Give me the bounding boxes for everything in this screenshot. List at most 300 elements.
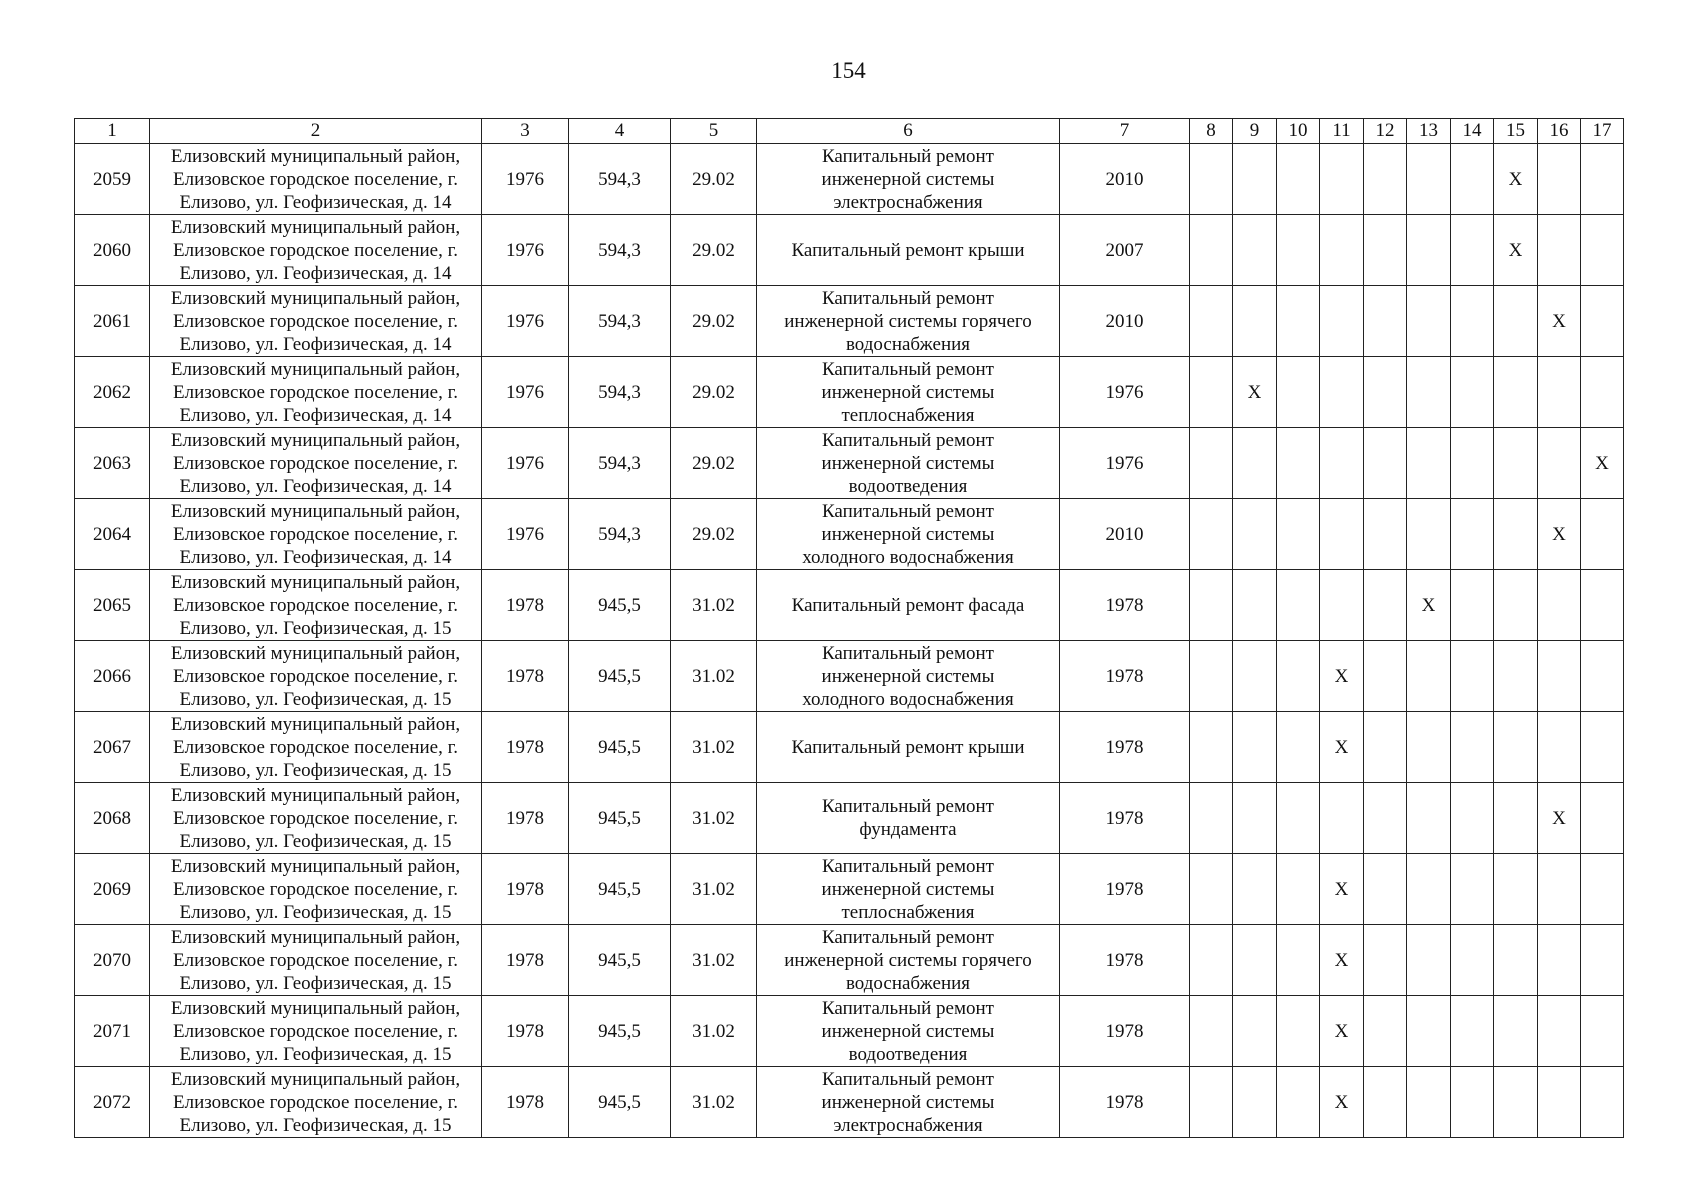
empty-cell-col-10 [1277,286,1320,357]
work-type-cell [757,428,1060,499]
code-value: 31.02 [671,570,757,641]
empty-cell-col-17 [1581,570,1624,641]
empty-cell-col-17 [1581,144,1624,215]
address-cell [150,286,482,357]
address-cell-line: Елизовское городское поселение, г. [173,807,458,829]
work-type-cell-line: Капитальный ремонт [821,358,994,380]
code-value: 31.02 [671,996,757,1067]
empty-cell-col-17 [1581,641,1624,712]
area-value: 594,3 [569,144,671,215]
empty-cell-col-8 [1190,357,1233,428]
empty-cell-col-15 [1494,570,1538,641]
empty-cell-col-15 [1494,641,1538,712]
work-type-cell-line: теплоснабжения [841,404,975,426]
address-cell-line: Елизово, ул. Геофизическая, д. 14 [179,404,452,426]
code-value: 31.02 [671,783,757,854]
empty-cell-col-8 [1190,641,1233,712]
work-type-cell-line: фундамента [859,819,957,840]
address-cell-line: Елизовский муниципальный район, [170,358,461,380]
work-year: 1978 [1060,996,1190,1067]
empty-cell-col-16 [1538,854,1581,925]
area-value: 945,5 [569,996,671,1067]
build-year: 1976 [482,357,569,428]
work-type-cell-line: Капитальный ремонт [821,926,994,948]
column-header-5: 5 [671,119,757,144]
empty-cell-col-12 [1364,570,1407,641]
address-cell-line: Елизовский муниципальный район, [170,642,461,664]
area-value: 594,3 [569,357,671,428]
column-header-9: 9 [1233,119,1277,144]
work-type-cell-line: инженерной системы горячего [784,949,1032,971]
address-cell-line: Елизовский муниципальный район, [170,1068,461,1090]
table-row [75,499,1624,570]
address-cell-line: Елизовское городское поселение, г. [173,665,458,687]
work-type-cell-line: инженерной системы [821,452,995,474]
area-value: 945,5 [569,854,671,925]
work-type-cell [757,357,1060,428]
empty-cell-col-14 [1451,925,1494,996]
address-cell-line: Елизово, ул. Геофизическая, д. 14 [179,546,452,568]
header-row [75,119,1624,144]
work-type-cell [757,570,1060,641]
empty-cell-col-11 [1320,783,1364,854]
address-cell-line: Елизовское городское поселение, г. [173,594,458,616]
table-row [75,357,1624,428]
table-row [75,925,1624,996]
address-cell-line: Елизово, ул. Геофизическая, д. 15 [179,759,452,781]
build-year: 1978 [482,996,569,1067]
build-year: 1978 [482,854,569,925]
address-cell [150,783,482,854]
table-row [75,215,1624,286]
work-type-cell [757,641,1060,712]
address-cell-line: Елизово, ул. Геофизическая, д. 15 [179,688,452,710]
column-header-4: 4 [569,119,671,144]
work-year: 1978 [1060,1067,1190,1138]
empty-cell-col-14 [1451,712,1494,783]
address-cell-line: Елизовское городское поселение, г. [173,168,458,190]
empty-cell-col-9 [1233,1067,1277,1138]
work-year: 1978 [1060,641,1190,712]
x-mark-col-11: Х [1320,925,1364,996]
empty-cell-col-8 [1190,1067,1233,1138]
empty-cell-col-11 [1320,144,1364,215]
work-type-cell-line: теплоснабжения [841,901,975,923]
empty-cell-col-11 [1320,286,1364,357]
page-number: 154 [831,58,866,83]
empty-cell-col-14 [1451,215,1494,286]
empty-cell-col-13 [1407,215,1451,286]
empty-cell-col-12 [1364,854,1407,925]
empty-cell-col-14 [1451,641,1494,712]
work-year: 2010 [1060,286,1190,357]
address-cell-line: Елизовское городское поселение, г. [173,310,458,332]
work-type-cell-line: инженерной системы горячего [784,310,1032,332]
empty-cell-col-12 [1364,499,1407,570]
row-number: 2060 [75,215,150,286]
work-type-cell-line: инженерной системы [821,878,995,900]
table-row [75,286,1624,357]
column-header-7: 7 [1060,119,1190,144]
work-year: 1976 [1060,357,1190,428]
address-cell-line: Елизовское городское поселение, г. [173,381,458,403]
area-value: 594,3 [569,286,671,357]
table-body [75,144,1624,1138]
empty-cell-col-9 [1233,286,1277,357]
address-cell-line: Елизово, ул. Геофизическая, д. 15 [179,901,452,923]
address-cell-line: Елизовское городское поселение, г. [173,452,458,474]
address-cell [150,144,482,215]
address-cell-line: Елизовское городское поселение, г. [173,736,458,758]
empty-cell-col-12 [1364,712,1407,783]
empty-cell-col-10 [1277,1067,1320,1138]
empty-cell-col-11 [1320,499,1364,570]
empty-cell-col-13 [1407,286,1451,357]
address-cell [150,357,482,428]
empty-cell-col-10 [1277,357,1320,428]
column-header-14: 14 [1451,119,1494,144]
work-type-cell [757,215,1060,286]
address-cell-line: Елизовский муниципальный район, [170,926,461,948]
work-type-cell-line: холодного водоснабжения [802,546,1014,568]
address-cell [150,854,482,925]
address-cell-line: Елизовский муниципальный район, [170,855,461,877]
build-year: 1978 [482,1067,569,1138]
empty-cell-col-12 [1364,428,1407,499]
x-mark-col-11: Х [1320,1067,1364,1138]
work-type-cell-line: инженерной системы [821,168,995,190]
work-type-cell-line: электроснабжения [833,1114,983,1136]
work-type-cell-line: инженерной системы [821,1091,995,1113]
empty-cell-col-14 [1451,570,1494,641]
address-cell-line: Елизовское городское поселение, г. [173,878,458,900]
empty-cell-col-17 [1581,854,1624,925]
address-cell-line: Елизово, ул. Геофизическая, д. 15 [179,617,452,639]
address-cell-line: Елизовский муниципальный район, [170,997,461,1019]
address-cell-line: Елизовский муниципальный район, [170,429,461,451]
work-type-cell [757,712,1060,783]
address-cell-line: Елизово, ул. Геофизическая, д. 14 [179,475,452,497]
empty-cell-col-13 [1407,357,1451,428]
row-number: 2065 [75,570,150,641]
empty-cell-col-11 [1320,570,1364,641]
empty-cell-col-13 [1407,854,1451,925]
row-number: 2064 [75,499,150,570]
area-value: 945,5 [569,1067,671,1138]
table-row [75,144,1624,215]
empty-cell-col-8 [1190,286,1233,357]
address-cell-line: Елизово, ул. Геофизическая, д. 15 [179,1114,452,1136]
area-value: 945,5 [569,783,671,854]
address-cell-line: Елизово, ул. Геофизическая, д. 15 [179,972,452,994]
address-cell [150,996,482,1067]
empty-cell-col-15 [1494,1067,1538,1138]
row-number: 2063 [75,428,150,499]
work-type-cell-line: Капитальный ремонт [821,145,994,167]
empty-cell-col-15 [1494,286,1538,357]
empty-cell-col-12 [1364,641,1407,712]
address-cell-line: Елизовский муниципальный район, [170,571,461,593]
work-year: 1978 [1060,854,1190,925]
address-cell-line: Елизово, ул. Геофизическая, д. 14 [179,262,452,284]
address-cell-line: Елизовское городское поселение, г. [173,523,458,545]
empty-cell-col-16 [1538,144,1581,215]
empty-cell-col-13 [1407,925,1451,996]
address-cell-line: Елизовское городское поселение, г. [173,1091,458,1113]
work-type-cell-line: Капитальный ремонт [821,642,994,664]
build-year: 1976 [482,215,569,286]
area-value: 945,5 [569,712,671,783]
address-cell-line: Елизовский муниципальный район, [170,500,461,522]
empty-cell-col-9 [1233,499,1277,570]
address-cell-line: Елизовский муниципальный район, [170,216,461,238]
column-header-15: 15 [1494,119,1538,144]
address-cell-line: Елизовский муниципальный район, [170,784,461,806]
empty-cell-col-16 [1538,712,1581,783]
work-type-cell-line: водоотведения [848,1043,968,1065]
work-type-cell [757,854,1060,925]
empty-cell-col-15 [1494,854,1538,925]
row-number: 2071 [75,996,150,1067]
area-value: 594,3 [569,428,671,499]
build-year: 1976 [482,144,569,215]
work-type-cell-line: инженерной системы [821,1020,995,1042]
empty-cell-col-14 [1451,499,1494,570]
row-number: 2072 [75,1067,150,1138]
empty-cell-col-8 [1190,925,1233,996]
empty-cell-col-17 [1581,712,1624,783]
x-mark-col-15: Х [1494,144,1538,215]
work-type-cell-line: инженерной системы [821,523,995,545]
empty-cell-col-13 [1407,996,1451,1067]
empty-cell-col-12 [1364,357,1407,428]
work-type-cell-line: Капитальный ремонт [821,429,994,451]
code-value: 31.02 [671,854,757,925]
code-value: 31.02 [671,925,757,996]
column-header-13: 13 [1407,119,1451,144]
empty-cell-col-8 [1190,428,1233,499]
work-type-cell [757,996,1060,1067]
empty-cell-col-14 [1451,996,1494,1067]
empty-cell-col-12 [1364,996,1407,1067]
empty-cell-col-10 [1277,499,1320,570]
empty-cell-col-17 [1581,1067,1624,1138]
x-mark-col-16: Х [1538,783,1581,854]
work-type-cell-line: инженерной системы [821,665,995,687]
x-mark-col-16: Х [1538,499,1581,570]
empty-cell-col-13 [1407,783,1451,854]
address-cell-line: Елизовское городское поселение, г. [173,949,458,971]
empty-cell-col-13 [1407,1067,1451,1138]
empty-cell-col-10 [1277,570,1320,641]
column-header-8: 8 [1190,119,1233,144]
work-type-cell-line: Капитальный ремонт [821,287,994,309]
empty-cell-col-10 [1277,854,1320,925]
empty-cell-col-15 [1494,783,1538,854]
row-number: 2061 [75,286,150,357]
row-number: 2070 [75,925,150,996]
work-type-cell [757,783,1060,854]
table-row [75,854,1624,925]
address-cell [150,1067,482,1138]
code-value: 29.02 [671,144,757,215]
column-header-6: 6 [757,119,1060,144]
build-year: 1976 [482,286,569,357]
address-cell [150,215,482,286]
address-cell [150,570,482,641]
code-value: 29.02 [671,428,757,499]
empty-cell-col-17 [1581,286,1624,357]
code-value: 31.02 [671,1067,757,1138]
empty-cell-col-10 [1277,215,1320,286]
empty-cell-col-16 [1538,925,1581,996]
code-value: 29.02 [671,286,757,357]
empty-cell-col-14 [1451,144,1494,215]
table-row [75,641,1624,712]
x-mark-col-9: Х [1233,357,1277,428]
empty-cell-col-9 [1233,570,1277,641]
work-type-cell-line: Капитальный ремонт [821,997,994,1019]
empty-cell-col-10 [1277,783,1320,854]
build-year: 1978 [482,712,569,783]
work-type-cell-line: водоотведения [848,475,968,497]
column-header-11: 11 [1320,119,1364,144]
code-value: 31.02 [671,641,757,712]
area-value: 945,5 [569,641,671,712]
empty-cell-col-15 [1494,925,1538,996]
column-header-2: 2 [150,119,482,144]
table-row [75,428,1624,499]
work-year: 2007 [1060,215,1190,286]
empty-cell-col-8 [1190,499,1233,570]
work-type-cell-line: электроснабжения [833,191,983,213]
row-number: 2062 [75,357,150,428]
empty-cell-col-16 [1538,996,1581,1067]
table-row [75,996,1624,1067]
empty-cell-col-11 [1320,215,1364,286]
empty-cell-col-10 [1277,996,1320,1067]
address-cell [150,499,482,570]
empty-cell-col-17 [1581,783,1624,854]
work-year: 2010 [1060,499,1190,570]
address-cell [150,641,482,712]
table-row [75,1067,1624,1138]
address-cell-line: Елизово, ул. Геофизическая, д. 14 [179,191,452,213]
address-cell-line: Елизовский муниципальный район, [170,287,461,309]
row-number: 2067 [75,712,150,783]
row-number: 2066 [75,641,150,712]
empty-cell-col-12 [1364,144,1407,215]
column-header-12: 12 [1364,119,1407,144]
empty-cell-col-9 [1233,215,1277,286]
area-value: 594,3 [569,215,671,286]
column-header-17: 17 [1581,119,1624,144]
empty-cell-col-9 [1233,996,1277,1067]
empty-cell-col-16 [1538,1067,1581,1138]
empty-cell-col-16 [1538,428,1581,499]
empty-cell-col-14 [1451,286,1494,357]
work-type-cell-line: холодного водоснабжения [802,688,1014,710]
work-type-cell-line: водоснабжения [845,333,971,355]
empty-cell-col-13 [1407,428,1451,499]
empty-cell-col-12 [1364,925,1407,996]
x-mark-col-16: Х [1538,286,1581,357]
empty-cell-col-17 [1581,925,1624,996]
work-type-cell-line: Капитальный ремонт [821,796,994,817]
work-type-cell-line: Капитальный ремонт [821,855,994,877]
empty-cell-col-15 [1494,712,1538,783]
x-mark-col-11: Х [1320,854,1364,925]
code-value: 31.02 [671,712,757,783]
empty-cell-col-12 [1364,286,1407,357]
work-type-cell [757,286,1060,357]
empty-cell-col-8 [1190,215,1233,286]
address-cell-line: Елизовское городское поселение, г. [173,1020,458,1042]
work-year: 1978 [1060,570,1190,641]
empty-cell-col-16 [1538,641,1581,712]
work-type-cell [757,144,1060,215]
x-mark-col-13: Х [1407,570,1451,641]
empty-cell-col-12 [1364,783,1407,854]
empty-cell-col-9 [1233,428,1277,499]
area-value: 594,3 [569,499,671,570]
empty-cell-col-14 [1451,428,1494,499]
address-cell [150,925,482,996]
empty-cell-col-14 [1451,783,1494,854]
empty-cell-col-16 [1538,357,1581,428]
empty-cell-col-11 [1320,428,1364,499]
work-type-cell-line: водоснабжения [845,972,971,994]
address-cell-line: Елизовский муниципальный район, [170,145,461,167]
code-value: 29.02 [671,357,757,428]
empty-cell-col-13 [1407,499,1451,570]
x-mark-col-15: Х [1494,215,1538,286]
empty-cell-col-8 [1190,996,1233,1067]
work-year: 1976 [1060,428,1190,499]
empty-cell-col-17 [1581,499,1624,570]
work-year: 1978 [1060,712,1190,783]
work-type-cell [757,925,1060,996]
empty-cell-col-9 [1233,925,1277,996]
empty-cell-col-15 [1494,357,1538,428]
row-number: 2068 [75,783,150,854]
empty-cell-col-14 [1451,357,1494,428]
empty-cell-col-17 [1581,996,1624,1067]
build-year: 1978 [482,783,569,854]
x-mark-col-11: Х [1320,712,1364,783]
x-mark-col-17: Х [1581,428,1624,499]
empty-cell-col-13 [1407,641,1451,712]
empty-cell-col-12 [1364,215,1407,286]
row-number: 2069 [75,854,150,925]
work-type-cell [757,499,1060,570]
empty-cell-col-14 [1451,854,1494,925]
empty-cell-col-9 [1233,712,1277,783]
empty-cell-col-10 [1277,144,1320,215]
work-type-cell-line: Капитальный ремонт [821,1068,994,1090]
address-cell-line: Елизовский муниципальный район, [170,713,461,735]
empty-cell-col-8 [1190,854,1233,925]
empty-cell-col-9 [1233,854,1277,925]
code-value: 29.02 [671,499,757,570]
empty-cell-col-10 [1277,712,1320,783]
build-year: 1978 [482,570,569,641]
area-value: 945,5 [569,925,671,996]
empty-cell-col-9 [1233,144,1277,215]
empty-cell-col-10 [1277,428,1320,499]
work-type-cell-line: Капитальный ремонт крыши [791,736,1025,758]
column-header-3: 3 [482,119,569,144]
